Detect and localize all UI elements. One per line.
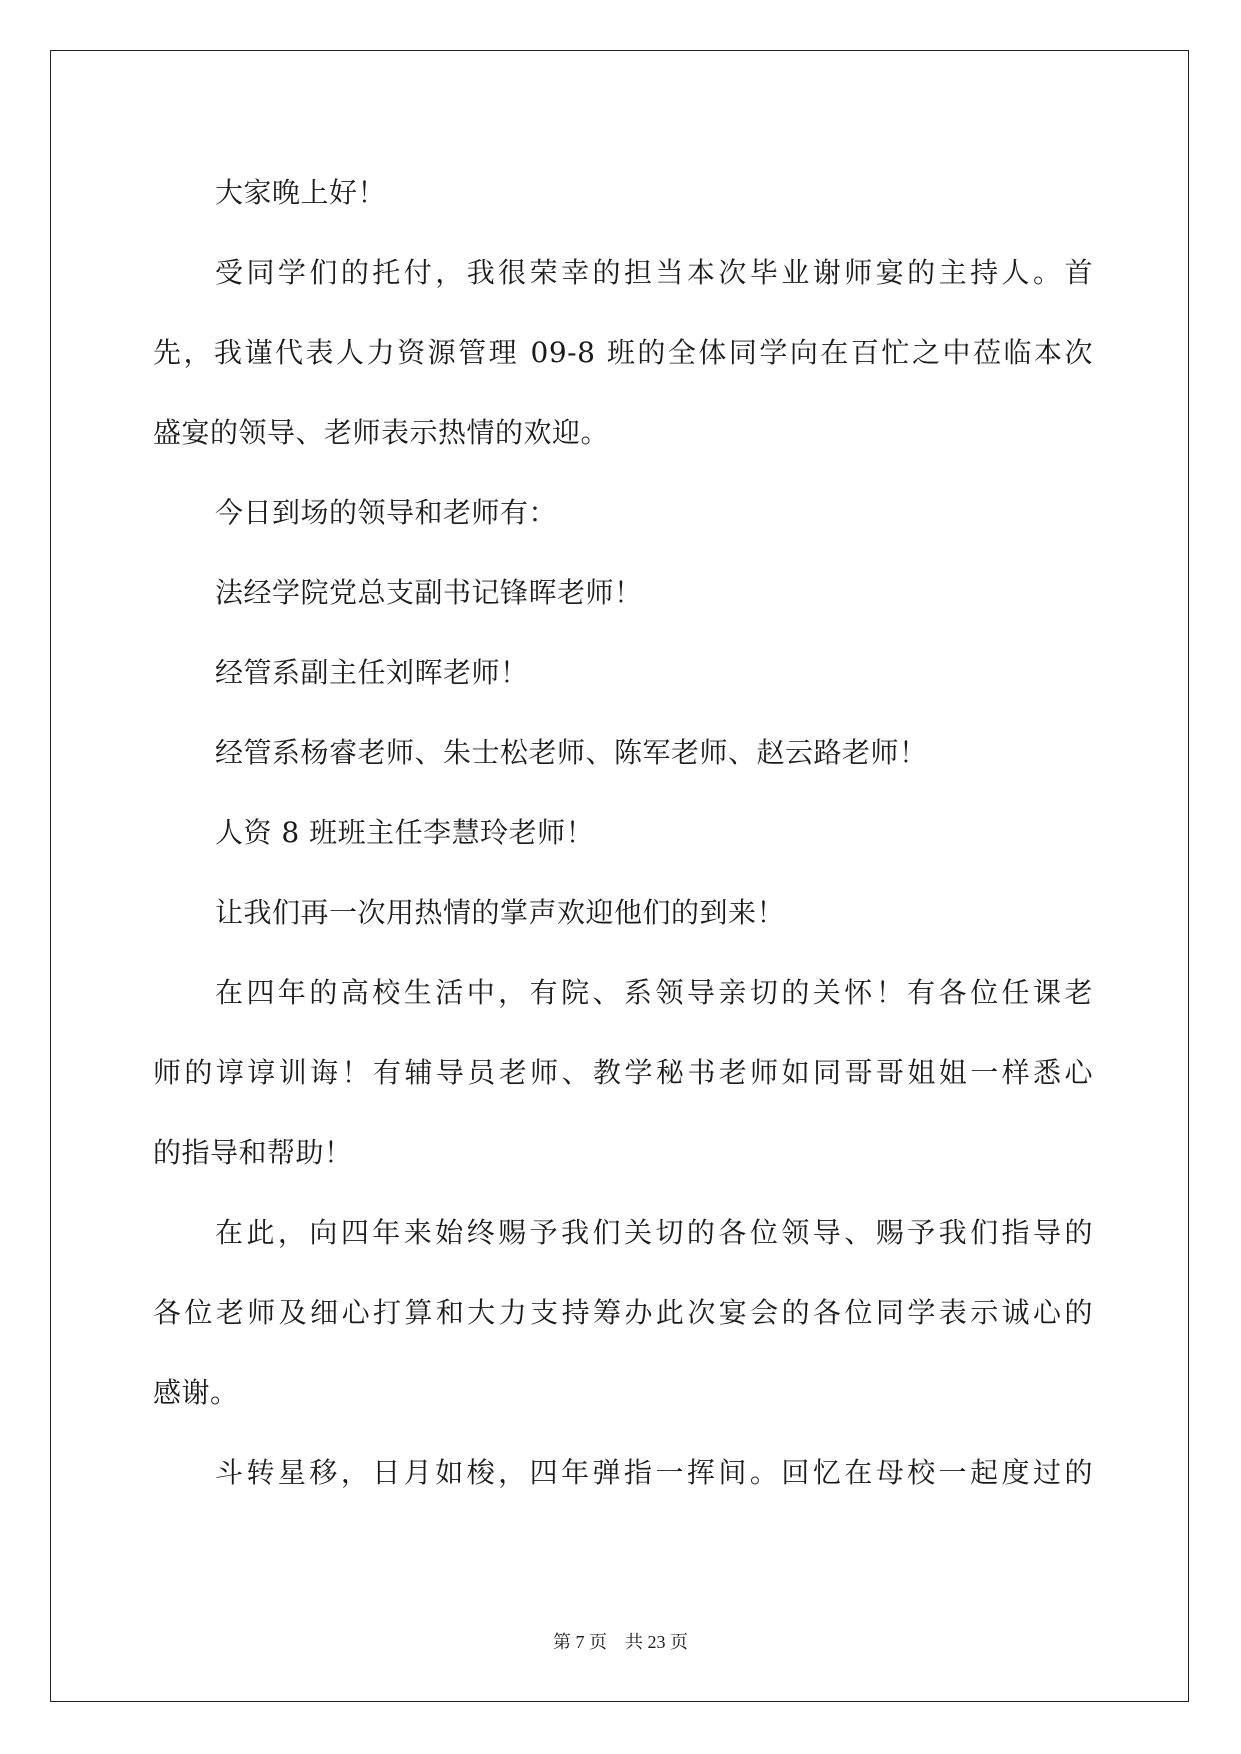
paragraph-line: 在此，向四年来始终赐予我们关切的各位领导、赐予我们指导的 [215,1216,1093,1249]
paragraph-line: 大家晚上好！ [215,176,387,209]
paragraph-line: 斗转星移，日月如梭，四年弹指一挥间。回忆在母校一起度过的 [215,1456,1093,1489]
page-number: 第 7 页 [553,1632,607,1652]
paragraph-line: 感谢。 [153,1376,239,1409]
page-footer [0,1630,1241,1654]
paragraph-line: 经管系杨睿老师、朱士松老师、陈军老师、赵云路老师！ [215,736,928,769]
paragraph-line: 经管系副主任刘晖老师！ [215,656,529,689]
paragraph-line: 盛宴的领导、老师表示热情的欢迎。 [153,416,610,449]
paragraph-line: 受同学们的托付，我很荣幸的担当本次毕业谢师宴的主持人。首 [215,256,1093,289]
page-total: 共 23 页 [625,1632,688,1652]
paragraph-line: 师的谆谆训诲！有辅导员老师、教学秘书老师如同哥哥姐姐一样悉心 [153,1056,1093,1089]
paragraph-line: 各位老师及细心打算和大力支持筹办此次宴会的各位同学表示诚心的 [153,1296,1093,1329]
paragraph-line: 的指导和帮助！ [153,1136,353,1169]
paragraph-line: 今日到场的领导和老师有： [215,496,558,529]
paragraph-line: 法经学院党总支副书记锋晖老师！ [215,576,643,609]
paragraph-line: 让我们再一次用热情的掌声欢迎他们的到来！ [215,896,786,929]
paragraph-line: 先，我谨代表人力资源管理 09-8 班的全体同学向在百忙之中莅临本次 [153,336,1093,369]
paragraph-line: 人资 8 班班主任李慧玲老师！ [215,816,595,849]
paragraph-line: 在四年的高校生活中，有院、系领导亲切的关怀！有各位任课老 [215,976,1093,1009]
